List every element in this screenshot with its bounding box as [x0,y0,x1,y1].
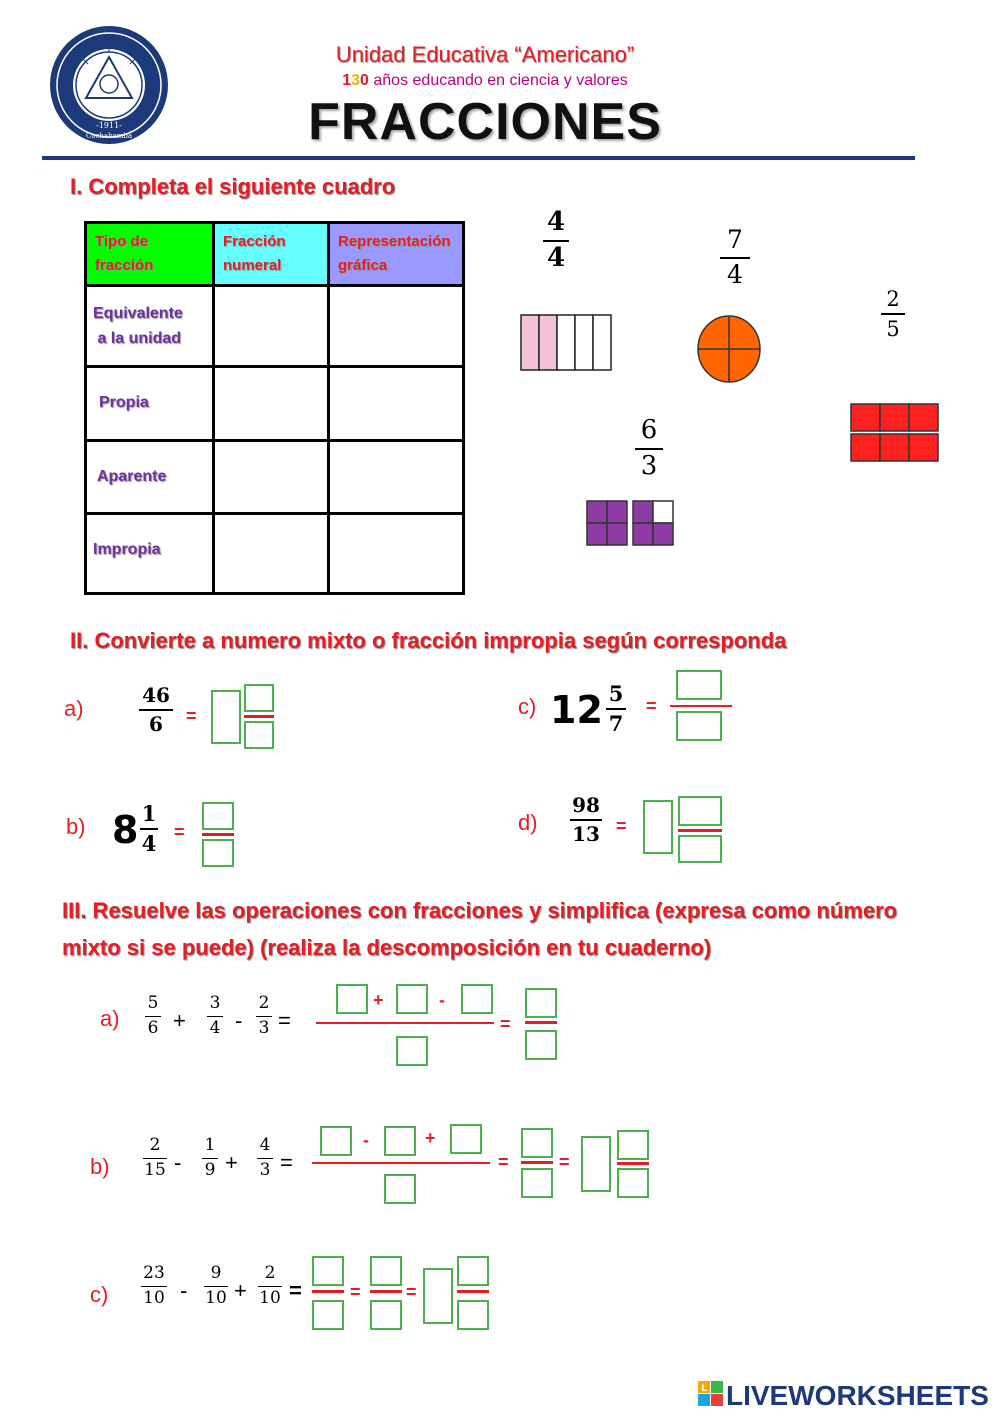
item-3b-fraction-2 [201,1136,219,1181]
seal-text [170,24,171,25]
fraction-denominator: 10 [205,1288,227,1309]
answer-2c-denominator[interactable] [676,711,722,741]
fraction-bar [678,829,722,832]
answer-3b-denominator[interactable] [384,1174,416,1204]
fraction-numerator: 2 [264,1263,276,1283]
answer-3c-step2-den[interactable] [370,1300,402,1330]
row-impropia: Impropia [93,541,161,558]
header-cell-representacion [329,223,464,286]
equals-sign: = [174,822,185,842]
answer-2c-numerator[interactable] [676,670,722,700]
operator-sign: + [225,1150,238,1175]
fraction-denominator: 4 [141,831,157,857]
answer-3b-step-den[interactable] [521,1168,553,1198]
section3-title-line2: mixto si se puede) (realiza la descomposición en tu cuaderno) [62,935,712,960]
fraction-denominator: 15 [144,1160,166,1181]
section1-title: I. Completa el siguiente cuadro [70,174,396,199]
header-divider [42,156,915,160]
svg-text:-1911-: -1911- [96,121,122,130]
operator-sign: - [439,990,445,1010]
header-rep-line2: gráfica [338,257,388,274]
item-2d-fraction [570,794,602,846]
answer-3a-num-3[interactable] [461,984,493,1014]
answer-2d-denominator[interactable] [678,835,722,863]
fraction-numerator: 98 [572,793,600,817]
drag-fraction-4-4[interactable] [540,208,572,274]
item-3c-fraction-2 [203,1264,229,1309]
row-equiv-line2: a la unidad [97,330,182,347]
answer-cell-equiv-fraction[interactable] [214,286,329,367]
fraction-bar [670,705,732,707]
header-fraccion-line2: numeral [223,257,282,274]
equals-sign: = [289,1278,302,1303]
section3-title-line1: III. Resuelve las operaciones con fracciones y simplifica (expresa como número [62,898,898,923]
row-label-aparente [86,441,214,514]
answer-2a-denominator[interactable] [244,721,274,749]
item-3c-label: c) [90,1282,109,1307]
fraction-numerator: 9 [210,1263,222,1283]
school-seal [48,24,170,146]
answer-3b-whole[interactable] [581,1136,611,1192]
answer-3a-num-2[interactable] [396,984,428,1014]
liveworksheets-brand: LIVEWORKSHEETS [726,1380,989,1411]
fraction-numerator: 5 [147,993,159,1013]
fraction-numerator: 2 [258,993,270,1013]
graphic-rect-red[interactable] [850,403,940,463]
equals-sign: = [278,1008,291,1033]
item-3b-label: b) [90,1154,110,1179]
operator-sign: - [235,1008,243,1033]
row-label-equivalente [86,286,214,367]
row-equiv-line1: Equivalente [93,305,183,322]
school-name: Unidad Educativa “Americano” [335,42,635,67]
fraction-bar [202,833,234,836]
graphic-bar-pink[interactable] [520,314,612,372]
answer-cell-aparente-fraction[interactable] [214,441,329,514]
operator-sign: - [174,1150,182,1175]
motto-digit-0: 0 [360,72,369,89]
section2-title: II. Convierte a numero mixto o fracción impropia según corresponda [70,628,787,653]
fraction-denominator: 6 [149,712,163,736]
answer-3c-step2-num[interactable] [370,1256,402,1286]
item-2c-fraction [604,682,628,736]
fraction-denominator: 10 [143,1288,165,1309]
answer-3a-result-den[interactable] [525,1030,557,1060]
answer-3b-mixed-den[interactable] [617,1168,649,1198]
drag-fraction-7-4[interactable] [718,226,752,290]
answer-3a-num-1[interactable] [336,984,368,1014]
header-cell-tipo [86,223,214,286]
equals-sign: = [500,1014,511,1034]
motto-digit-1: 1 [342,72,352,89]
answer-3b-num-2[interactable] [384,1126,416,1156]
fraction-bar [312,1290,344,1293]
item-2b-label: b) [66,814,86,839]
operator-sign: + [234,1278,247,1303]
answer-cell-equiv-graphic[interactable] [329,286,464,367]
item-3a-fraction-2 [206,994,224,1039]
fraction-bar [521,1161,553,1164]
page-title: FRACCIONES [308,93,662,151]
fraction-numerator: 46 [142,683,170,707]
answer-2a-numerator[interactable] [244,684,274,712]
answer-3b-mixed-num[interactable] [617,1130,649,1160]
fraction-numerator: 4 [546,207,566,237]
equals-sign: = [559,1152,570,1172]
answer-2a-whole[interactable] [211,690,241,744]
fraction-bar [312,1162,490,1164]
fraction-denominator: 6 [147,1018,159,1039]
item-2b-whole: 8 [112,808,139,852]
equals-sign: = [498,1152,509,1172]
row-aparente: Aparente [97,468,167,485]
fraction-numerator: 23 [143,1263,165,1283]
equals-sign: = [350,1282,361,1302]
graphic-squares-purple[interactable] [586,500,678,548]
answer-3b-num-3[interactable] [450,1124,482,1154]
item-2a-label: a) [64,696,84,721]
fraction-numerator: 2 [149,1135,161,1155]
fraction-denominator: 3 [258,1018,270,1039]
fraction-bar [457,1290,489,1293]
header-tipo-line1: Tipo de [95,233,149,250]
fraction-denominator: 5 [886,316,900,341]
section3-title [62,892,897,966]
answer-3a-result-num[interactable] [525,988,557,1018]
operator-sign: + [425,1128,436,1148]
answer-cell-impropia-graphic[interactable] [329,514,464,594]
item-2a-fraction [138,684,174,736]
motto-digit-3: 3 [351,72,361,89]
item-2d-label: d) [518,810,538,835]
header-tipo-line2: fracción [95,257,154,274]
drag-fraction-2-5[interactable] [878,287,908,341]
operator-sign: + [373,990,384,1010]
fraction-numerator: 6 [640,415,658,445]
graphic-circle-orange[interactable] [696,314,762,384]
item-3b-fraction-3 [256,1136,274,1181]
classification-table [84,221,465,595]
fraction-numerator: 7 [727,225,743,254]
answer-3b-step-num[interactable] [521,1128,553,1158]
answer-3c-step1-den[interactable] [312,1300,344,1330]
header-rep-line1: Representación [338,233,451,250]
fraction-bar [244,715,274,718]
fraction-bar [525,1021,557,1024]
header-fraccion-line1: Fracción [223,233,286,250]
fraction-numerator: 1 [204,1135,216,1155]
liveworksheets-logo [698,1380,998,1410]
fraction-denominator: 10 [259,1288,281,1309]
equals-sign: = [646,696,657,716]
answer-2b-denominator[interactable] [202,839,234,867]
fraction-denominator: 3 [259,1160,271,1181]
item-3b-fraction-1 [142,1136,168,1181]
answer-3c-mixed-den[interactable] [457,1300,489,1330]
answer-3c-mixed-num[interactable] [457,1256,489,1286]
header-cell-fraccion [214,223,329,286]
item-2c-whole: 12 [550,688,603,732]
row-label-propia [86,367,214,441]
item-3a-fraction-3 [255,994,273,1039]
fraction-denominator: 4 [546,242,566,273]
fraction-numerator: 5 [608,681,624,706]
liveworksheets-logo-icon [698,1381,724,1407]
item-3a-label: a) [100,1006,120,1031]
drag-fraction-6-3[interactable] [632,416,666,482]
fraction-numerator: 4 [259,1135,271,1155]
fraction-bar [370,1290,402,1293]
item-3c-fraction-3 [257,1264,283,1309]
equals-sign: = [186,706,197,726]
row-label-impropia [86,514,214,594]
answer-3c-step1-num[interactable] [312,1256,344,1286]
fraction-denominator: 4 [209,1018,221,1039]
svg-text:L: L [701,1384,707,1394]
fraction-bar [316,1022,494,1024]
motto-text: años educando en ciencia y valores [368,72,628,89]
fraction-denominator: 13 [572,822,600,846]
fraction-numerator: 3 [209,993,221,1013]
fraction-denominator: 3 [640,450,658,481]
motto [250,72,720,90]
equals-sign: = [406,1282,417,1302]
operator-sign: + [173,1008,186,1033]
answer-cell-aparente-graphic[interactable] [329,441,464,514]
answer-cell-propia-graphic[interactable] [329,367,464,441]
item-2c-label: c) [518,694,537,719]
equals-sign: = [280,1150,293,1175]
fraction-numerator: 2 [886,287,900,311]
answer-3a-denominator[interactable] [396,1036,428,1066]
answer-cell-propia-fraction[interactable] [214,367,329,441]
fraction-bar [617,1162,649,1165]
fraction-numerator: 1 [141,801,157,826]
answer-2d-whole[interactable] [643,800,673,854]
item-3c-fraction-1 [140,1264,168,1309]
answer-2d-numerator[interactable] [678,796,722,826]
answer-cell-impropia-fraction[interactable] [214,514,329,594]
item-3a-fraction-1 [144,994,162,1039]
answer-3b-num-1[interactable] [320,1126,352,1156]
operator-sign: - [363,1130,369,1150]
equals-sign: = [616,816,627,836]
item-2b-fraction [138,802,160,856]
operator-sign: - [180,1278,188,1303]
answer-3c-whole[interactable] [423,1268,453,1324]
fraction-denominator: 4 [727,259,743,289]
row-propia: Propia [99,394,149,411]
fraction-denominator: 9 [204,1160,216,1181]
fraction-denominator: 7 [608,711,624,737]
svg-text:Cochabamba: Cochabamba [85,132,133,140]
answer-2b-numerator[interactable] [202,802,234,830]
